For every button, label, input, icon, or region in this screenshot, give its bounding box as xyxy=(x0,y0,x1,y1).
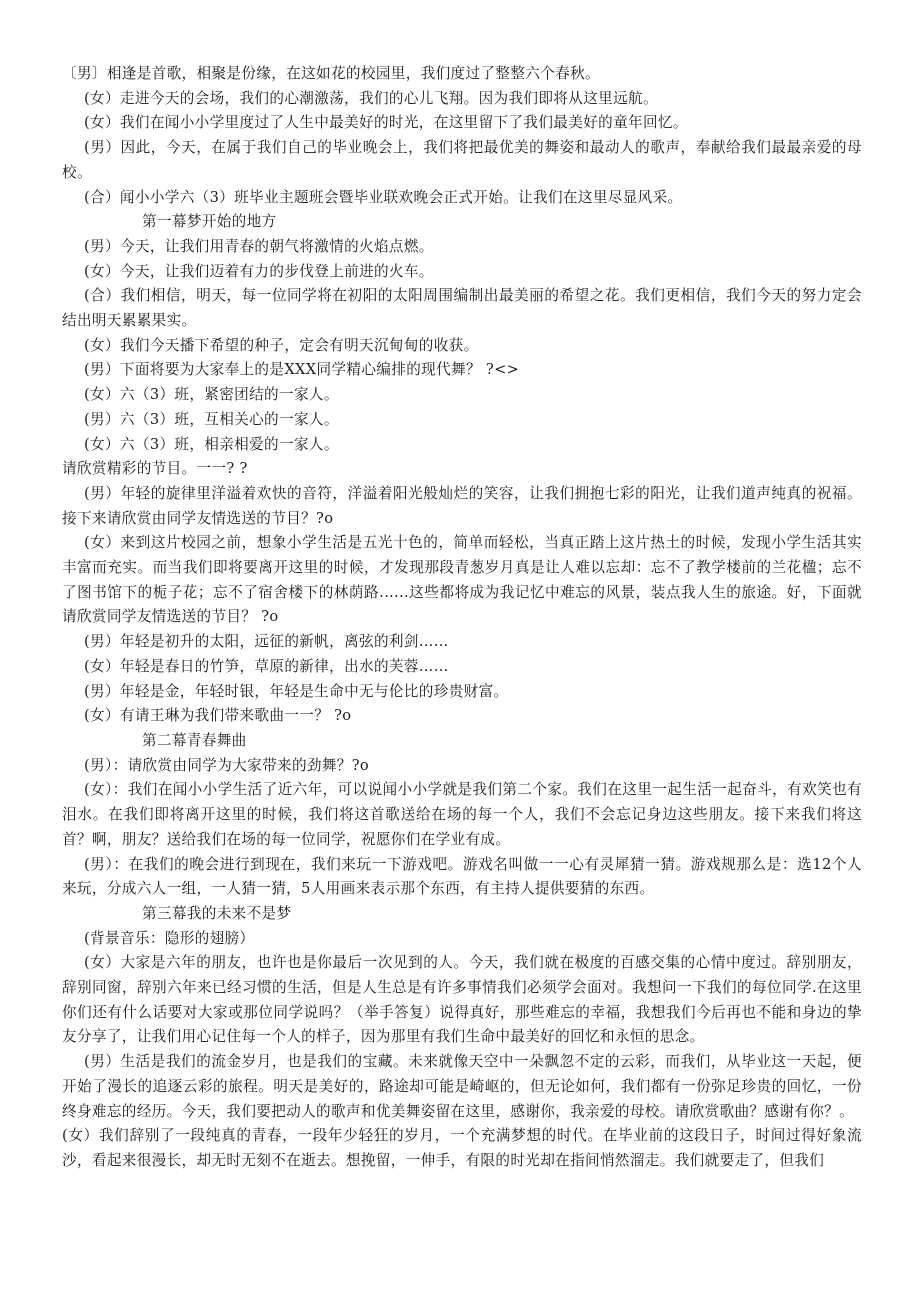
paragraph: (女）大家是六年的朋友，也许也是你最后一次见到的人。今天，我们就在极度的百感交集的心情中度过。辞别朋友，辞别同窗，辞别六年来已经习惯的生活，但是人生总是有许多事情我们必须学会面对。我想问一下我们的每位同学.在这里你们还有什么话要对大家或那位同学说吗？（举手答复）说得真好，那些难忘的幸福，我想我们今后再也不能和身边的挚友分享了，让我们用心记住每一个人的样子，因为那里有我们生命中最美好的回忆和永恒的思念。 xyxy=(62,954,862,1046)
paragraph: (男）六（3）班，互相关心的一家人。 xyxy=(84,410,339,428)
paragraph: (男）今天，让我们用青春的朝气将激情的火焰点燃。 xyxy=(84,237,434,255)
paragraph: (男）年轻的旋律里洋溢着欢快的音符，洋溢着阳光般灿烂的笑容，让我们拥抱七彩的阳光，让我们道声纯真的祝福。接下来请欣赏由同学友情选送的节目？?o xyxy=(62,484,862,527)
paragraph: (女）我们在闻小小学里度过了人生中最美好的时光，在这里留下了我们最美好的童年回忆。 xyxy=(84,114,688,132)
paragraph: (女）六（3）班，紧密团结的一家人。 xyxy=(84,386,339,404)
paragraph: (男）生活是我们的流金岁月，也是我们的宝藏。未来就像天空中一朵飘忽不定的云彩，而我们，从毕业这一天起，便开始了漫长的追逐云彩的旅程。明天是美好的，路途却可能是崎岖的，但无论如何，我们都有一份弥足珍贵的回忆，一份终身难忘的经历。今天，我们要把动人的歌声和优美舞姿留在这里，感谢你，我亲爱的母校。请欣赏歌曲？感谢有你？。 xyxy=(62,1053,862,1120)
paragraph: (女）有请王琳为我们带来歌曲一一？ ?o xyxy=(84,707,352,725)
paragraph: (男）下面将要为大家奉上的是XXX同学精心编排的现代舞？ ?<> xyxy=(84,361,520,379)
paragraph: (男）年轻是金，年轻时银，年轻是生命中无与伦比的珍贵财富。 xyxy=(84,682,509,700)
paragraph: (男）：请欣赏由同学为大家带来的劲舞？?o xyxy=(84,756,370,774)
section-heading-act-1: 第一幕梦开始的地方 xyxy=(142,213,277,231)
paragraph: (女）今天，让我们迈着有力的步伐登上前进的火车。 xyxy=(84,262,434,280)
paragraph: (男）：在我们的晚会进行到现在，我们来玩一下游戏吧。游戏名叫做一一心有灵犀猜一猜。游戏规那么是：选12个人来玩，分成六人一组，一人猜一猜，5人用画来表示那个东西，有主持人提供要猜的东西。 xyxy=(62,855,862,898)
paragraph: (女）我们今天播下希望的种子，定会有明天沉甸甸的收获。 xyxy=(84,336,479,354)
document-body xyxy=(62,62,862,1174)
paragraph: (背景音乐：隐形的翅膀） xyxy=(84,929,255,947)
paragraph: (女）我们辞别了一段纯真的青春，一段年少轻狂的岁月，一个充满梦想的时代。在毕业前的这段日子，时间过得好象流沙，看起来很漫长，却无时无刻不在逝去。想挽留，一伸手，有限的时光却在指间悄然溜走。我们就要走了，但我们 xyxy=(62,1127,862,1169)
paragraph-opening: 〔男〕相逢是首歌，相聚是份缘，在这如花的校园里，我们度过了整整六个春秋。 xyxy=(62,65,600,82)
paragraph: (合）闻小小学六（3）班毕业主题班会暨毕业联欢晚会正式开始。让我们在这里尽显风采。 xyxy=(84,188,683,206)
paragraph: (女）走进今天的会场，我们的心潮激荡，我们的心儿飞翔。因为我们即将从这里远航。 xyxy=(84,89,658,107)
paragraph: (女）年轻是春日的竹笋，草原的新律，出水的芙蓉…… xyxy=(84,657,449,675)
paragraph: (合）我们相信，明天，每一位同学将在初阳的太阳周围编制出最美丽的希望之花。我们更相信，我们今天的努力定会结出明天累累果实。 xyxy=(62,287,862,330)
section-heading-act-2: 第二幕青春舞曲 xyxy=(142,731,247,749)
paragraph: (男）因此，今天，在属于我们自己的毕业晚会上，我们将把最优美的舞姿和最动人的歌声，奉献给我们最最亲爱的母校。 xyxy=(62,139,862,181)
section-heading-act-3: 第三幕我的未来不是梦 xyxy=(142,904,292,922)
paragraph: 请欣赏精彩的节目。一一? ? xyxy=(62,460,248,478)
paragraph: (女）六（3）班，相亲相爱的一家人。 xyxy=(84,435,339,453)
paragraph: (女）来到这片校园之前，想象小学生活是五光十色的，简单而轻松，当真正踏上这片热土的时候，发现小学生活其实丰富而充实。而当我们即将要离开这里的时候，才发现那段青葱岁月真是让人难以忘却：忘不了教学楼前的兰花楹；忘不了图书馆下的栀子花；忘不了宿舍楼下的林荫路.…..这些都将成为我记忆中难忘的风景，装点我人生的旅途。好，下面就请欣赏同学友情选送的节目？ ?o xyxy=(62,534,862,626)
paragraph: (男）年轻是初升的太阳，远征的新帆，离弦的利剑…… xyxy=(84,633,449,651)
paragraph: (女）：我们在闻小小学生活了近六年，可以说闻小小学就是我们第二个家。我们在这里一起生活一起奋斗，有欢笑也有泪水。在我们即将离开这里的时候，我们将这首歌送给在场的每一个人，我们不会忘记身边这些朋友。接下来我们将这首？啊，朋友？送给我们在场的每一位同学，祝愿你们在学业有成。 xyxy=(62,781,862,848)
